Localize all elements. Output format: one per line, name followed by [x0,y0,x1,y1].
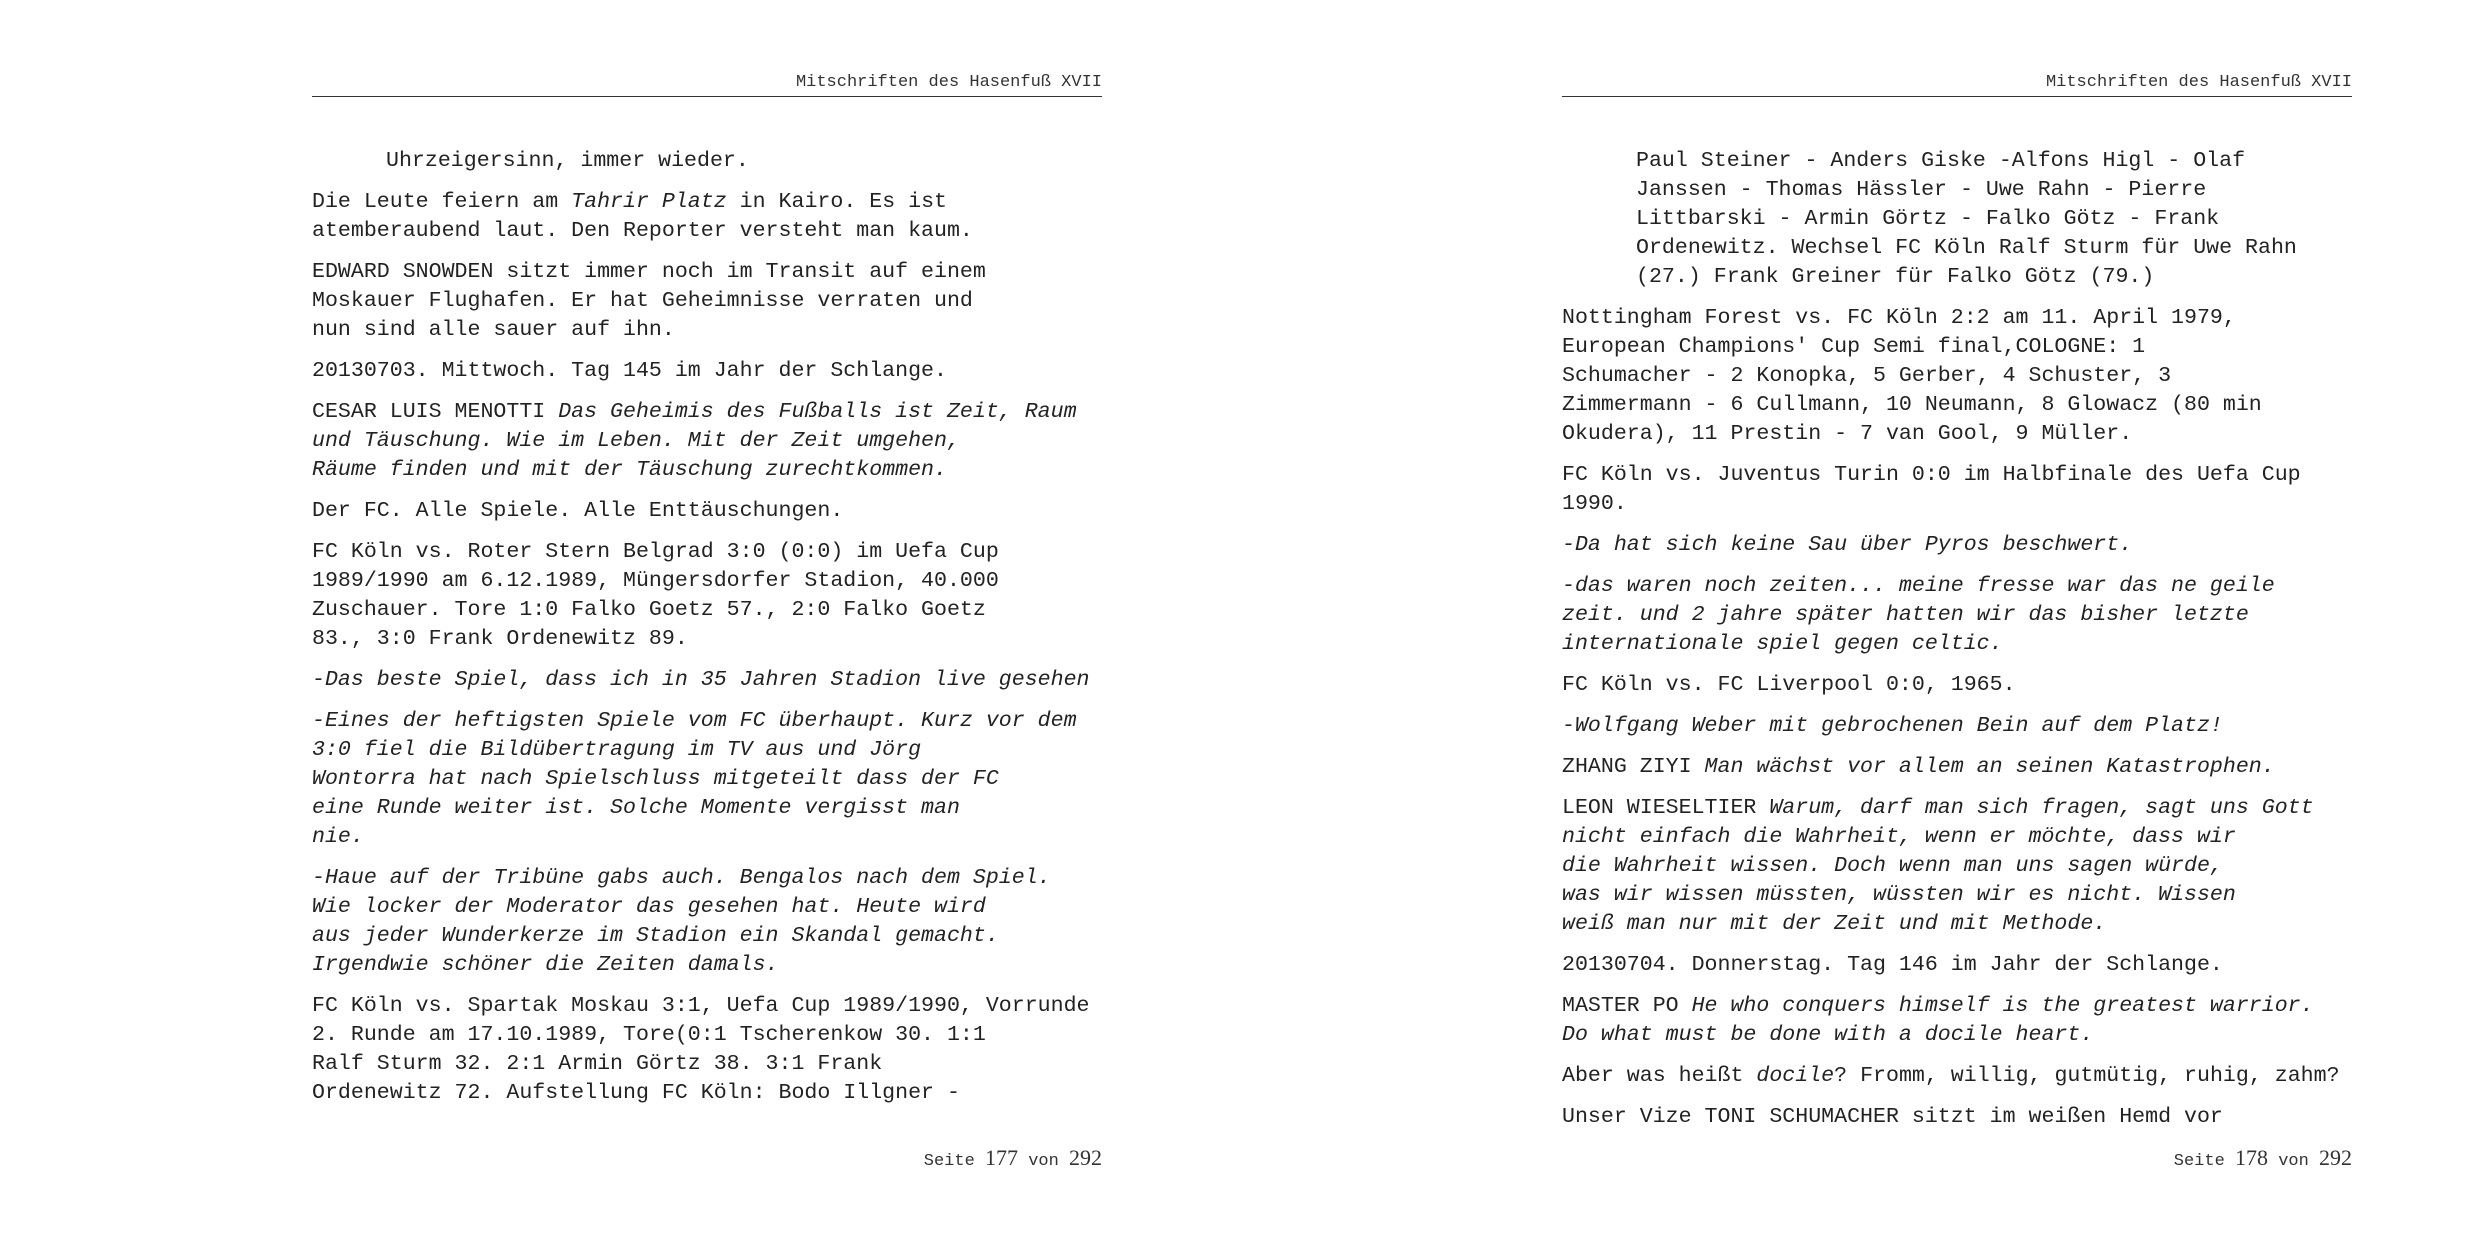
text-line: 20130704. Donnerstag. Tag 146 im Jahr der Schlange. [1562,953,2223,977]
quote-paragraph [312,398,1102,485]
comment-paragraph [312,707,1102,852]
text-line: Wontorra hat nach Spielschluss mitgeteilt dass der FC [312,767,999,791]
footer-of-word: von [2278,1152,2309,1171]
text-line: Der FC. Alle Spiele. Alle Enttäuschungen. [312,499,844,523]
text-line: Irgendwie schöner die Zeiten damals. [312,953,779,977]
header-rule [1562,96,2352,97]
page-total: 292 [2319,1145,2352,1170]
paragraph [1562,461,2352,519]
page-body [1562,147,2352,1144]
page-total: 292 [1069,1145,1102,1170]
text-line: EDWARD SNOWDEN sitzt immer noch im Transit auf einem [312,260,986,284]
text-line: FC Köln vs. Spartak Moskau 3:1, Uefa Cup 1989/1990, Vorrunde [312,994,1090,1018]
text-line: -Eines der heftigsten Spiele vom FC überhaupt. Kurz vor dem [312,709,1077,733]
page-number: 177 [984,1145,1018,1170]
paragraph [1562,1103,2352,1132]
text-line: die Wahrheit wissen. Doch wenn man uns sagen würde, [1562,854,2223,878]
text-line: aus jeder Wunderkerze im Stadion ein Skandal gemacht. [312,924,999,948]
paragraph [312,992,1102,1108]
running-head: Mitschriften des Hasenfuß XVII [795,73,1102,92]
text-line: European Champions' Cup Semi final,COLOGNE: 1 [1562,335,2146,359]
text-run-italic: He who conquers himself is the greatest warrior. [1691,994,2314,1018]
text-line: 20130703. Mittwoch. Tag 145 im Jahr der Schlange. [312,359,947,383]
comment-paragraph [1562,572,2352,659]
page-footer [924,1146,1102,1174]
text-line: Räume finden und mit der Täuschung zurechtkommen. [312,458,947,482]
comment-paragraph [312,666,1102,695]
paragraph [1562,951,2352,980]
running-head: Mitschriften des Hasenfuß XVII [2045,73,2352,92]
quote-author: ZHANG ZIYI [1562,755,1705,779]
text-line: Paul Steiner - Anders Giske -Alfons Higl - Olaf [1636,149,2246,173]
text-line: Ordenewitz 72. Aufstellung FC Köln: Bodo Illgner - [312,1081,960,1105]
text-line: -Wolfgang Weber mit gebrochenen Bein auf dem Platz! [1562,714,2223,738]
footer-of-word: von [1028,1152,1059,1171]
paragraph [312,258,1102,345]
text-line [1562,992,2352,1021]
quote-author: LEON WIESELTIER [1562,796,1770,820]
text-line: internationale spiel gegen celtic. [1562,632,2003,656]
text-line: (27.) Frank Greiner für Falko Götz (79.) [1636,265,2155,289]
text-line: Moskauer Flughafen. Er hat Geheimnisse verraten und [312,289,973,313]
quote-paragraph [1562,753,2352,782]
quote-author: MASTER PO [1562,994,1692,1018]
text-line: atemberaubend laut. Den Reporter versteht man kaum. [312,219,973,243]
text-line: weiß man nur mit der Zeit und mit Methode. [1562,912,2107,936]
text-line: Unser Vize TONI SCHUMACHER sitzt im weißen Hemd vor [1562,1105,2223,1129]
comment-paragraph [1562,531,2352,560]
text-line: 1989/1990 am 6.12.1989, Müngersdorfer Stadion, 40.000 [312,569,999,593]
text-line: und Täuschung. Wie im Leben. Mit der Zeit umgehen, [312,429,960,453]
text-run-italic: Warum, darf man sich fragen, sagt uns Gott [1769,796,2314,820]
text-line: Littbarski - Armin Görtz - Falko Götz - Frank [1636,207,2220,231]
text-line: Schumacher - 2 Konopka, 5 Gerber, 4 Schuster, 3 [1562,364,2172,388]
paragraph [312,147,1102,176]
quote-paragraph [1562,992,2352,1050]
text-line [1562,794,2352,823]
text-line: 1990. [1562,492,1627,516]
paragraph [312,497,1102,526]
text-line: Ralf Sturm 32. 2:1 Armin Görtz 38. 3:1 Frank [312,1052,883,1076]
page-number: 178 [2234,1145,2268,1170]
text-line: nie. [312,825,364,849]
comment-paragraph [1562,712,2352,741]
text-line: FC Köln vs. Juventus Turin 0:0 im Halbfinale des Uefa Cup [1562,463,2301,487]
paragraph [1562,1062,2352,1091]
text-run-italic: Man wächst vor allem an seinen Katastrophen. [1704,755,2275,779]
text-line [312,188,1102,217]
quote-paragraph [1562,794,2352,939]
text-line: Wie locker der Moderator das gesehen hat. Heute wird [312,895,986,919]
text-run-italic: docile [1756,1064,1835,1088]
right-page [1562,0,2352,1240]
paragraph [1562,671,2352,700]
footer-prefix: Seite [2173,1152,2225,1171]
text-line: Uhrzeigersinn, immer wieder. [386,149,749,173]
text-line: Janssen - Thomas Hässler - Uwe Rahn - Pierre [1636,178,2207,202]
paragraph [1562,147,2352,292]
text-line [1562,1062,2352,1091]
paragraph [312,188,1102,246]
header-rule [312,96,1102,97]
text-line: -das waren noch zeiten... meine fresse war das ne geile [1562,574,2275,598]
text-line: 3:0 fiel die Bildübertragung im TV aus und Jörg [312,738,922,762]
quote-author: CESAR LUIS MENOTTI [312,400,559,424]
page-footer [2174,1146,2352,1174]
text-line: FC Köln vs. Roter Stern Belgrad 3:0 (0:0) im Uefa Cup [312,540,999,564]
text-run: Die Leute feiern am [312,190,572,214]
text-run-italic: Das Geheimis des Fußballs ist Zeit, Raum [558,400,1077,424]
text-line: Do what must be done with a docile heart. [1562,1023,2094,1047]
comment-paragraph [312,864,1102,980]
text-run: ? Fromm, willig, gutmütig, ruhig, zahm? [1834,1064,2340,1088]
text-line: Nottingham Forest vs. FC Köln 2:2 am 11. April 1979, [1562,306,2236,330]
text-line: was wir wissen müssten, wüssten wir es nicht. Wissen [1562,883,2236,907]
text-run: Aber was heißt [1562,1064,1757,1088]
text-line: nun sind alle sauer auf ihn. [312,318,675,342]
left-page [312,0,1102,1240]
text-line [1562,753,2352,782]
paragraph [312,538,1102,654]
text-line: Zuschauer. Tore 1:0 Falko Goetz 57., 2:0 Falko Goetz [312,598,986,622]
text-line: nicht einfach die Wahrheit, wenn er möchte, dass wir [1562,825,2236,849]
page-body [312,147,1102,1120]
text-line: -Das beste Spiel, dass ich in 35 Jahren Stadion live gesehen [312,668,1090,692]
text-run-italic: Tahrir Platz [571,190,727,214]
text-line: 83., 3:0 Frank Ordenewitz 89. [312,627,688,651]
text-line: eine Runde weiter ist. Solche Momente vergisst man [312,796,960,820]
text-line: -Da hat sich keine Sau über Pyros beschwert. [1562,533,2133,557]
text-line: zeit. und 2 jahre später hatten wir das bisher letzte [1562,603,2249,627]
paragraph [1562,304,2352,449]
text-line: -Haue auf der Tribüne gabs auch. Bengalos nach dem Spiel. [312,866,1051,890]
text-run: in Kairo. Es ist [726,190,947,214]
paragraph [312,357,1102,386]
text-line: Okudera), 11 Prestin - 7 van Gool, 9 Müller. [1562,422,2133,446]
text-line: FC Köln vs. FC Liverpool 0:0, 1965. [1562,673,2016,697]
text-line: Ordenewitz. Wechsel FC Köln Ralf Sturm für Uwe Rahn [1636,236,2297,260]
text-line [312,398,1102,427]
text-line: 2. Runde am 17.10.1989, Tore(0:1 Tscherenkow 30. 1:1 [312,1023,986,1047]
footer-prefix: Seite [923,1152,975,1171]
text-line: Zimmermann - 6 Cullmann, 10 Neumann, 8 Glowacz (80 min [1562,393,2262,417]
